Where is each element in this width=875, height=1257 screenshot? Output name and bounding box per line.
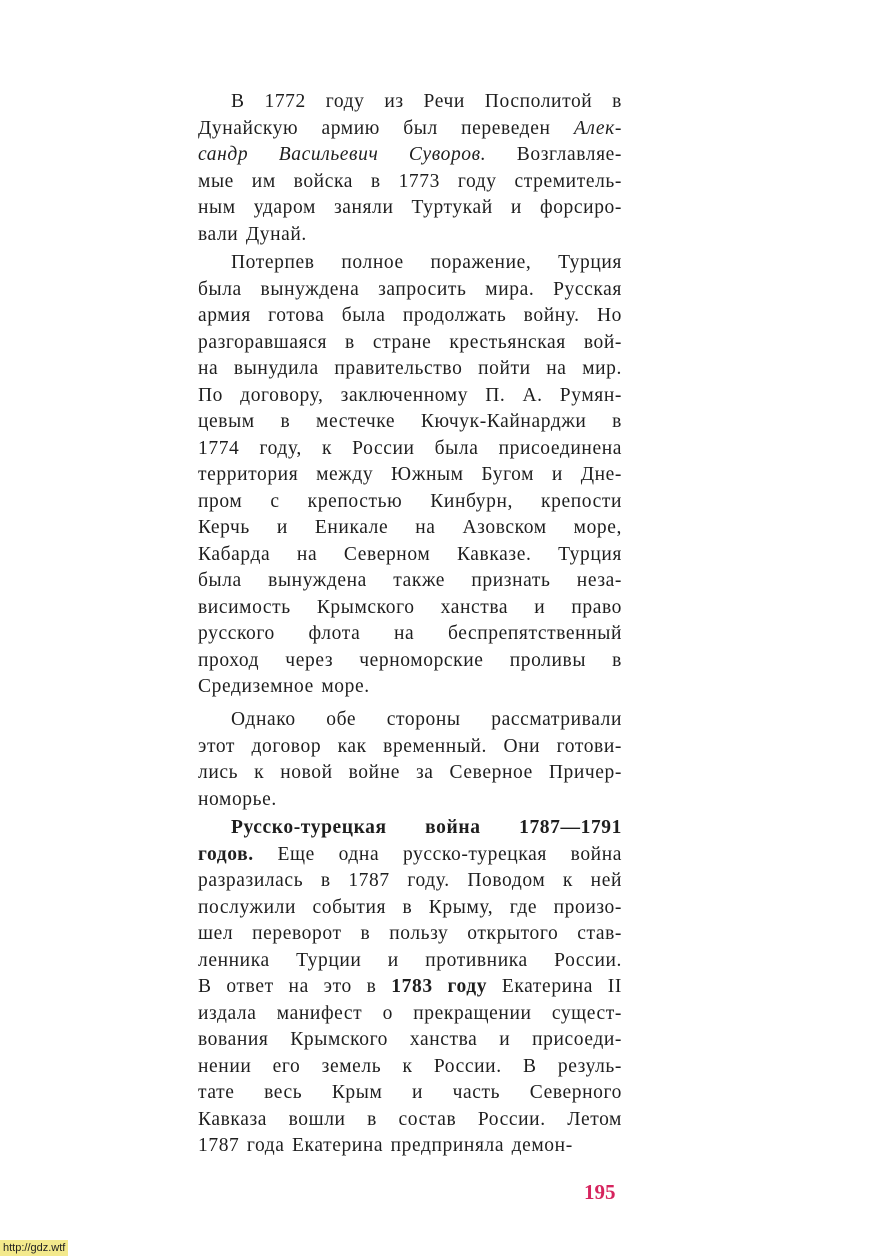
text-segment: послужили события в Крыму, где произо- [198,896,622,918]
text-segment: лись к новой войне за Северное Причер- [198,762,622,783]
text-line [198,895,622,922]
text-segment: на вынудила правительство пойти на мир. [198,358,622,379]
text-segment: издала манифест о прекращении сущест- [198,1002,622,1024]
text-segment: вования Крымского ханства и присоеди- [198,1029,622,1050]
text-segment: Возглавляе- [486,144,622,165]
text-line [198,621,622,648]
text-segment: Средиземное море. [198,676,370,697]
page-number: 195 [584,1180,616,1204]
text-segment: была вынуждена запросить мира. Русская [198,278,622,300]
text-line [198,787,622,814]
text-segment: висимость Крымского ханства и право [198,596,622,618]
text-segment: Дунайскую армию был переведен [198,117,574,139]
text-segment: Екатерина II [487,976,622,997]
text-line [198,921,622,948]
text-line [198,277,622,304]
text-line [198,868,622,895]
text-line [198,303,622,330]
text-line [198,815,622,842]
text-line [198,409,622,436]
text-line [198,462,622,489]
text-line [198,222,622,249]
text-segment: нении его земель к России. В резуль- [198,1055,622,1077]
text-line [198,89,622,116]
text-segment: пром с крепостью Кинбурн, крепости [198,490,622,512]
text-segment: армия готова была продолжать войну. Но [198,305,622,326]
paragraph [198,707,622,813]
text-line [198,356,622,383]
watermark-link[interactable]: http://gdz.wtf [0,1240,68,1256]
text-line [198,1080,622,1107]
paragraph [198,250,622,701]
text-line [198,250,622,277]
text-line [198,383,622,410]
text-line [198,734,622,761]
text-line [198,707,622,734]
text-line [198,330,622,357]
text-segment: тате весь Крым и часть Северного [198,1082,622,1103]
text-line [198,1054,622,1081]
text-segment: В 1772 году из Речи Посполитой в [231,91,622,112]
text-segment: проход через черноморские проливы в [198,649,622,671]
text-segment: разгоравшаяся в стране крестьянская вой- [198,331,622,353]
bold-text: Русско-турецкая война 1787—1791 [231,817,622,838]
paragraph [198,89,622,248]
text-line [198,1133,622,1160]
text-line [198,568,622,595]
text-segment: Еще одна русско-турецкая война [253,843,622,865]
text-line [198,515,622,542]
text-line [198,674,622,701]
text-line [198,595,622,622]
text-line [198,648,622,675]
text-segment: 1787 года Екатерина предприняла демон- [198,1135,573,1156]
text-line [198,169,622,196]
text-segment: номорье. [198,788,277,810]
text-line [198,760,622,787]
text-line [198,1001,622,1028]
text-segment: была вынуждена также признать неза- [198,570,622,591]
text-segment: Керчь и Еникале на Азовском море, [198,517,622,538]
text-line [198,142,622,169]
text-segment: Кавказа вошли в состав России. Летом [198,1108,622,1130]
text-segment: 1774 году, к России была присоединена [198,437,622,459]
paragraph [198,815,622,1160]
text-line [198,436,622,463]
text-segment: ным ударом заняли Туртукай и форсиро- [198,197,622,218]
text-segment: мые им войска в 1773 году стремитель- [198,170,622,192]
text-line [198,542,622,569]
italic-text: сандр Васильевич Суворов. [198,144,487,165]
text-segment: разразилась в 1787 году. Поводом к ней [198,870,622,891]
text-segment: шел переворот в пользу открытого став- [198,923,622,944]
text-segment: Потерпев полное поражение, Турция [231,252,622,273]
text-line [198,1027,622,1054]
text-segment: Кабарда на Северном Кавказе. Турция [198,543,622,565]
text-segment: В ответ на это в [198,976,392,997]
text-line [198,195,622,222]
text-segment: русского флота на беспрепятственный [198,623,622,644]
text-segment: вали Дунай. [198,223,307,245]
text-segment: ленника Турции и противника России. [198,949,622,971]
text-line [198,842,622,869]
text-line [198,974,622,1001]
text-segment: этот договор как временный. Они готови- [198,735,622,757]
bold-text: годов. [198,843,254,865]
text-segment: территория между Южным Бугом и Дне- [198,464,622,485]
text-segment: Однако обе стороны рассматривали [231,709,622,730]
text-line [198,116,622,143]
text-line [198,489,622,516]
text-line [198,1107,622,1134]
text-segment: По договору, заключенному П. А. Румян- [198,384,622,406]
text-line [198,948,622,975]
bold-text: 1783 году [391,976,488,997]
text-segment: цевым в местечке Кючук-Кайнарджи в [198,411,622,432]
italic-text: Алек- [573,117,622,139]
